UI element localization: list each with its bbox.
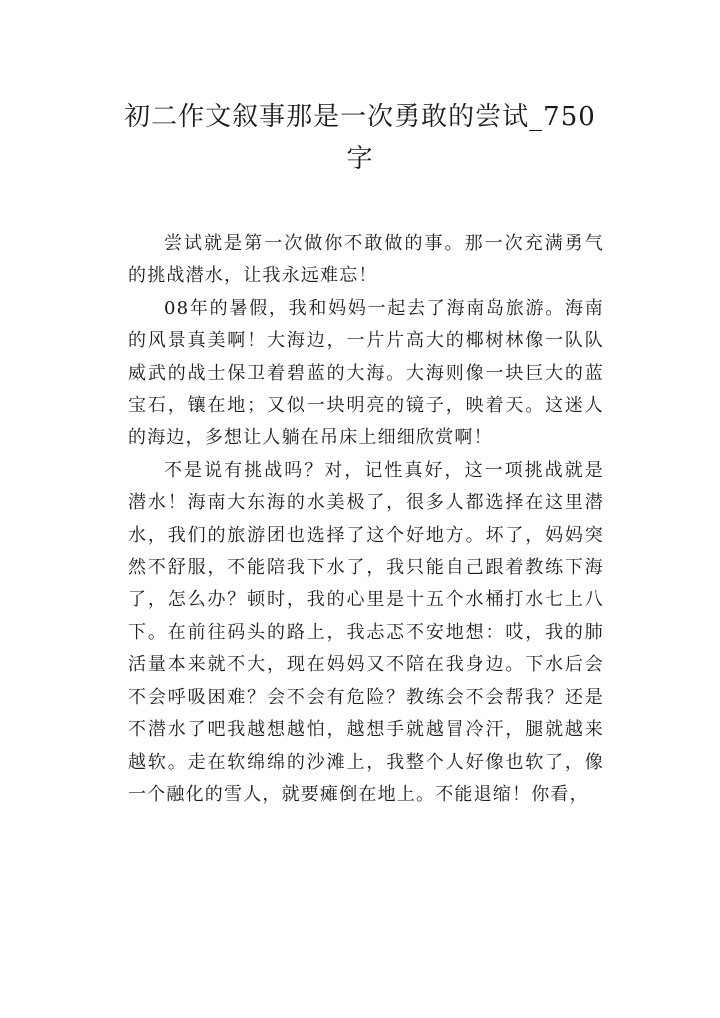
document-body — [128, 228, 604, 811]
paragraph: 不是说有挑战吗？对，记性真好，这一项挑战就是潜水！海南大东海的水美极了，很多人都选择在这里潜水，我们的旅游团也选择了这个好地方。坏了，妈妈突然不舒服，不能陪我下水了，我只能自己跟着教练下海了，怎么办？顿时，我的心里是十五个水桶打水七上八下。在前往码头的路上，我忐忑不安地想：哎，我的肺活量本来就不大，现在妈妈又不陪在我身边。下水后会不会呼吸困难？会不会有危险？教练会不会帮我？还是不潜水了吧我越想越怕，越想手就越冒冷汗，腿就越来越软。走在软绵绵的沙滩上，我整个人好像也软了，像一个融化的雪人，就要瘫倒在地上。不能退缩！你看， — [128, 459, 604, 805]
paragraph: 08年的暑假，我和妈妈一起去了海南岛旅游。海南的风景真美啊！大海边，一片片高大的椰树林像一队队威武的战士保卫着碧蓝的大海。大海则像一块巨大的蓝宝石，镶在地；又似一块明亮的镜子，映着天。这迷人的海边，多想让人躺在吊床上细细欣赏啊！ — [128, 297, 604, 449]
document-title: 初二作文叙事那是一次勇敢的尝试_750字 — [124, 102, 596, 174]
paragraph: 尝试就是第一次做你不敢做的事。那一次充满勇气的挑战潜水，让我永远难忘！ — [128, 233, 604, 287]
